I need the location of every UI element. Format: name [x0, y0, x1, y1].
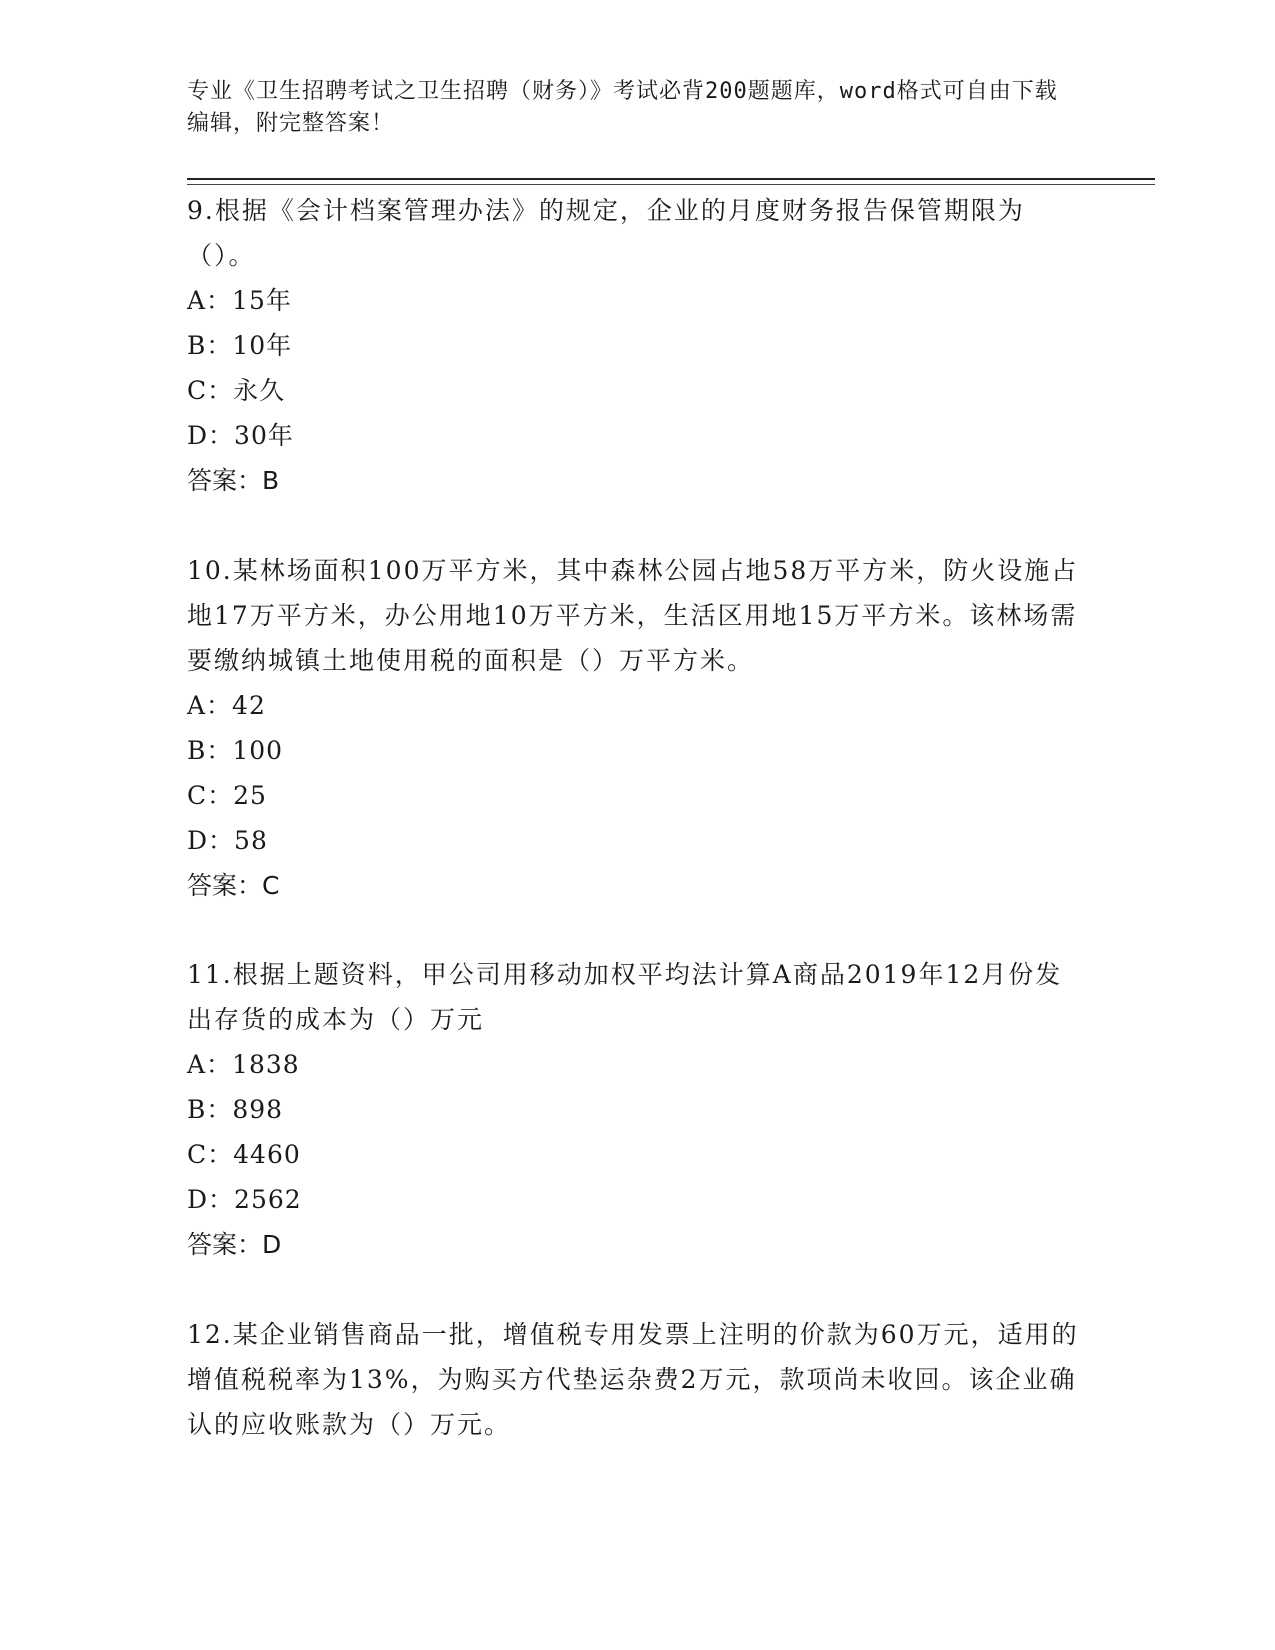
option-c: C：永久 [187, 376, 286, 405]
document-header: 专业《卫生招聘考试之卫生招聘（财务）》考试必背200题题库，word格式可自由下载编辑，附完整答案！ [187, 79, 1058, 136]
option-a: A：1838 [187, 1050, 300, 1079]
answer: 答案：D [187, 1230, 282, 1259]
option-b: B：10年 [187, 331, 293, 360]
question-stem: 11.根据上题资料，甲公司用移动加权平均法计算A商品2019年12月份发出存货的成本为（）万元 [187, 960, 1063, 1034]
question-stem: 9.根据《会计档案管理办法》的规定，企业的月度财务报告保管期限为（）。 [187, 196, 1025, 270]
option-d: D：30年 [187, 421, 294, 450]
option-b: B：100 [187, 736, 284, 765]
option-b: B：898 [187, 1095, 284, 1124]
option-d: D：58 [187, 826, 268, 855]
answer: 答案：B [187, 466, 280, 495]
question-11 [187, 952, 1087, 1267]
question-12 [187, 1312, 1087, 1447]
option-c: C：25 [187, 781, 267, 810]
question-stem: 10.某林场面积100万平方米，其中森林公园占地58万平方米，防火设施占地17万平方米，办公用地10万平方米，生活区用地15万平方米。该林场需要缴纳城镇土地使用税的面积是（）万平方米。 [187, 556, 1079, 675]
option-c: C：4460 [187, 1140, 301, 1169]
answer: 答案：C [187, 871, 280, 900]
question-10 [187, 548, 1087, 908]
option-a: A：42 [187, 691, 266, 720]
header-divider-thick [187, 178, 1155, 180]
option-a: A：15年 [187, 286, 292, 315]
header-divider-thin [187, 184, 1155, 185]
option-d: D：2562 [187, 1185, 302, 1214]
question-stem: 12.某企业销售商品一批，增值税专用发票上注明的价款为60万元，适用的增值税税率为13%，为购买方代垫运杂费2万元，款项尚未收回。该企业确认的应收账款为（）万元。 [187, 1320, 1079, 1439]
question-9 [187, 188, 1087, 503]
